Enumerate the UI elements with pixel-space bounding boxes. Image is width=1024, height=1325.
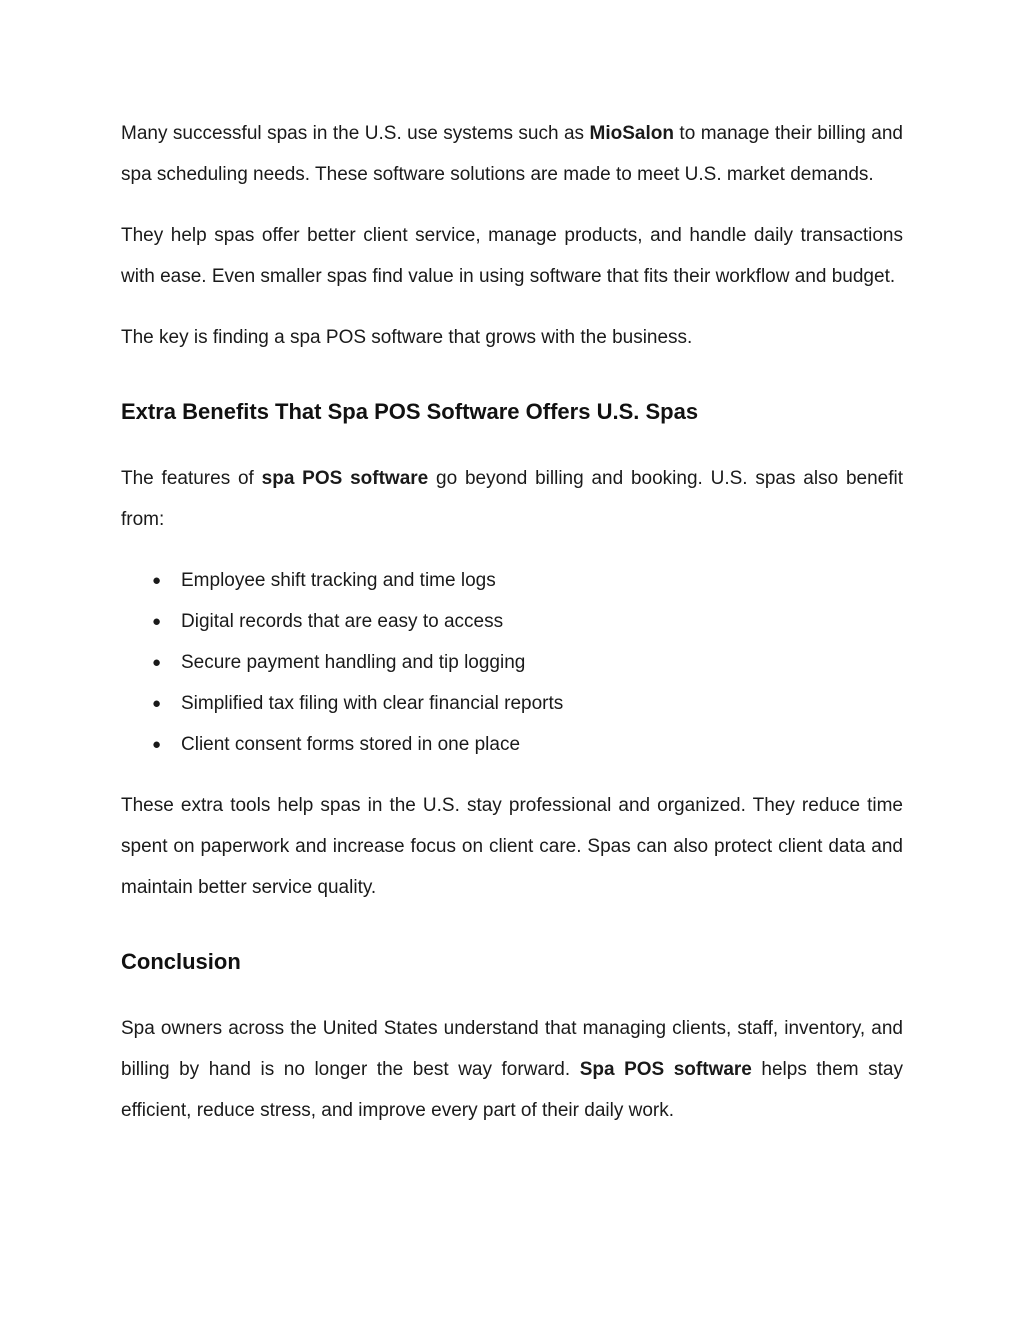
bullet-icon: ● — [152, 613, 162, 630]
list-item: ● Digital records that are easy to access — [121, 601, 903, 642]
features-paragraph: The features of spa POS software go beyond billing and booking. U.S. spas also benefit from: — [121, 468, 903, 530]
list-item: ● Secure payment handling and tip logging — [121, 642, 903, 683]
bullet-icon: ● — [152, 572, 162, 589]
list-item: ● Employee shift tracking and time logs — [121, 560, 903, 601]
spa-pos-software-term: spa POS software — [261, 468, 429, 489]
extra-tools-paragraph: These extra tools help spas in the U.S. stay professional and organized. They reduce time spent on paperwork and increase focus on client care. Spas can also protect client data and maintain better service quality. — [121, 795, 903, 898]
conclusion-heading: Conclusion — [121, 949, 241, 974]
brand-name: MioSalon — [589, 123, 674, 144]
document-page — [121, 113, 903, 1131]
spa-pos-software-term: Spa POS software — [579, 1059, 752, 1080]
bullet-icon: ● — [152, 654, 162, 671]
benefits-list — [121, 560, 903, 765]
list-item: ● Simplified tax filing with clear financial reports — [121, 683, 903, 724]
bullet-icon: ● — [152, 736, 162, 753]
bullet-icon: ● — [152, 695, 162, 712]
key-point-paragraph: The key is finding a spa POS software that grows with the business. — [121, 327, 693, 348]
client-service-paragraph: They help spas offer better client service, manage products, and handle daily transactions with ease. Even smaller spas find value in using software that fits their workflow and budget. — [121, 225, 903, 287]
benefits-heading: Extra Benefits That Spa POS Software Offers U.S. Spas — [121, 399, 699, 424]
conclusion-paragraph: Spa owners across the United States understand that managing clients, staff, inventory, and billing by hand is no longer the best way forward. Spa POS software helps them stay efficient, reduce stress, and improve every part of their daily work. — [121, 1018, 904, 1121]
list-item: ● Client consent forms stored in one place — [121, 724, 903, 765]
intro-paragraph: Many successful spas in the U.S. use systems such as MioSalon to manage their billing and spa scheduling needs. These software solutions are made to meet U.S. market demands. — [121, 123, 903, 185]
